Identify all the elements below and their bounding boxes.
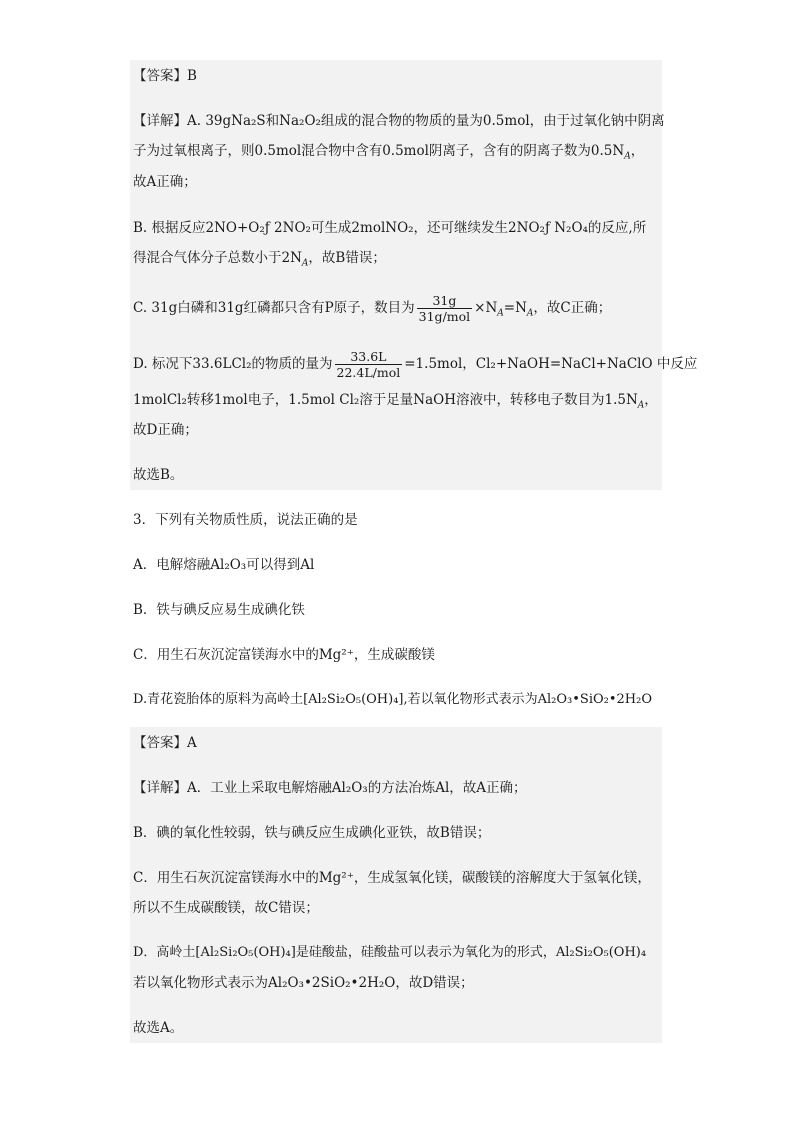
detail-line: 故D正确； (133, 422, 198, 438)
detail-line: 故A正确； (133, 174, 197, 190)
detail-line: 得混合气体分子总数小于$2N_A$，故B错误； (133, 250, 386, 269)
detail-line: 【详解】A. 39gNa₂S和Na₂O₂组成的混合物的物质的量为0.5mol，由于过氧化钠中阴离 (133, 113, 665, 129)
detail-line: 故选B。 (133, 467, 184, 483)
fraction: $\frac{31g}{\text{31g/mol}}$ (418, 293, 471, 324)
detail-line: 1molCl₂转移1mol电子，1.5mol Cl₂溶于足量NaOH溶液中，转移电子数目为$1.5N_A$， (133, 392, 658, 411)
answer-label: 【答案】A (133, 735, 197, 751)
detail-line: 子为过氧根离子，则0.5mol混合物中含有0.5mol阴离子，含有的阴离子数为$0.5N_A$， (133, 143, 645, 162)
detail-line: 【详解】A．工业上采取电解熔融Al₂O₃的方法冶炼Al，故A正确； (133, 780, 527, 796)
option-a: A．电解熔融Al₂O₃可以得到Al (133, 557, 315, 573)
detail-line: 若以氧化物形式表示为Al₂O₃•2SiO₂•2H₂O，故D错误； (133, 975, 474, 991)
detail-line: 故选A。 (133, 1020, 184, 1036)
detail-line: D. 标况下33.6LCl₂的物质的量为 $\frac{33.6L}{\text{22.4L/mol}}$ =1.5mol，Cl₂+NaOH=NaCl+NaClO 中反应 (133, 349, 698, 380)
detail-line: B. 根据反应2NO+O₂ƒ 2NO₂可生成2molNO₂，还可继续发生2NO₂ƒ N₂O₄的反应,所 (133, 220, 647, 236)
detail-line: D．高岭土[Al₂Si₂O₅(OH)₄]是硅酸盐，硅酸盐可以表示为氧化为的形式，Al₂Si₂O₅(OH)₄ (133, 945, 647, 960)
question-stem: 3．下列有关物质性质，说法正确的是 (133, 512, 358, 528)
option-b: B．铁与碘反应易生成碘化铁 (133, 602, 305, 618)
detail-line: C．用生石灰沉淀富镁海水中的Mg²⁺，生成氢氧化镁，碳酸镁的溶解度大于氢氧化镁， (133, 870, 651, 886)
detail-line: B．碘的氧化性较弱，铁与碘反应生成碘化亚铁，故B错误； (133, 825, 491, 841)
option-c: C．用生石灰沉淀富镁海水中的Mg²⁺，生成碳酸镁 (133, 647, 435, 663)
answer-label: 【答案】B (133, 68, 197, 84)
detail-line: C. 31g白磷和31g红磷都只含有P原子，数目为 $\frac{31g}{\text{31g/mol}}$ $\times N_A=N_A$，故C正确； (133, 293, 612, 324)
option-d: D.青花瓷胎体的原料为高岭土[Al₂Si₂O₅(OH)₄],若以氧化物形式表示为Al₂O₃•SiO₂•2H₂O (133, 692, 652, 707)
detail-line: 所以不生成碳酸镁，故C错误； (133, 900, 319, 916)
fraction: $\frac{33.6L}{\text{22.4L/mol}}$ (336, 349, 401, 380)
